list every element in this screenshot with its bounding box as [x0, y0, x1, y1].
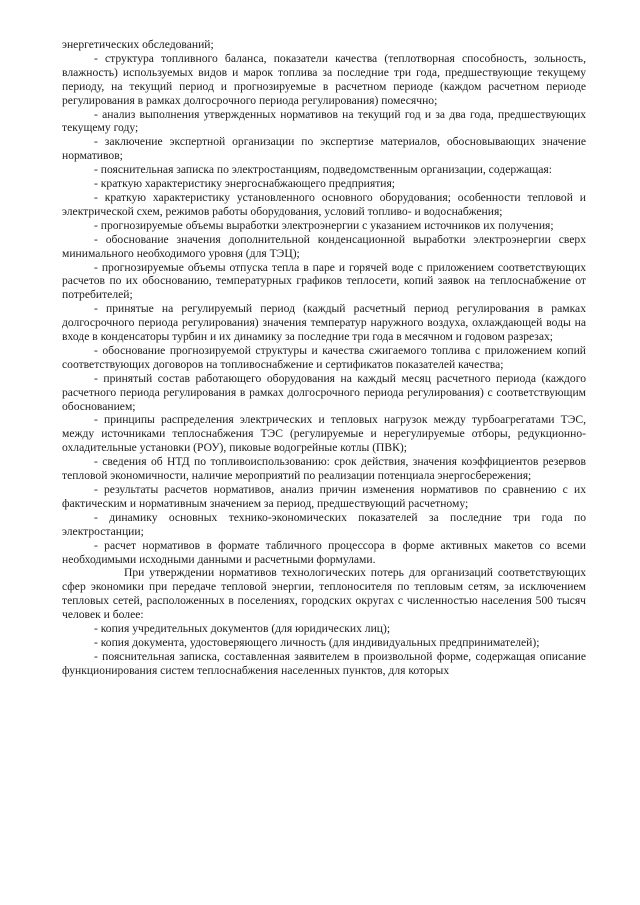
- paragraph-electricity-output: - прогнозируемые объемы выработки электроэнергии с указанием источников их получения;: [94, 218, 554, 232]
- paragraph-energy-surveys-tail: энергетических обследований;: [62, 38, 214, 51]
- paragraph-fuel-structure: - обоснование прогнозируемой структуры и качества сжигаемого топлива с приложением копий соответствующих договоров на топливоснабжение и сертификатов показателей качества;: [62, 343, 586, 371]
- paragraph-expert-conclusion: - заключение экспертной организации по экспертизе материалов, обосновывающих значение нормативов;: [62, 135, 586, 163]
- paragraph-explanatory-note: - пояснительная записка по электростанциям, подведомственным организации, содержащая:: [94, 163, 552, 177]
- paragraph-condensation-output: - обоснование значения дополнительной конденсационной выработки электроэнергии сверх минимального необходимого уровня (для ТЭЦ);: [62, 232, 586, 260]
- paragraph-load-distribution: - принципы распределения электрических и тепловых нагрузок между турбоагрегатами ТЭС, между источниками теплоснабжения ТЭС (регулируемые и нерегулируемые отборы, редукционно-охладительные установки (РОУ), пиковые водогрейные котлы (ПВК);: [62, 413, 586, 455]
- paragraph-founding-documents: - копия учредительных документов (для юридических лиц);: [94, 622, 391, 636]
- paragraph-calculation-results: - результаты расчетов нормативов, анализ причин изменения нормативов по сравнению с их фактическим и нормативным значением за период, предшествующий расчетному;: [62, 483, 586, 510]
- paragraph-spreadsheet-calculation: - расчет нормативов в формате табличного процессора в форме активных макетов со всеми необходимыми исходными данными и расчетными формулами.: [62, 538, 586, 566]
- paragraph-enterprise-characteristics: - краткую характеристику энергоснабжающего предприятия;: [94, 177, 396, 191]
- paragraph-indicator-dynamics: - динамику основных технико-экономических показателей за последние три года по электростанции;: [62, 510, 586, 538]
- paragraph-explanatory-note-applicant: - пояснительная записка, составленная заявителем в произвольной форме, содержащая описание функционирования систем теплоснабжения населенных пунктов, для которых: [62, 649, 586, 677]
- paragraph-heat-supply-volumes: - прогнозируемые объемы отпуска тепла в паре и горячей воде с приложением соответствующих расчетов по их обоснованию, температурных графиков теплосети, копий заявок на теплоснабжение от потребителей;: [62, 260, 586, 302]
- paragraph-temperatures: - принятые на регулируемый период (каждый расчетный период регулирования в рамках долгосрочного периода регулирования) значения температур наружного воздуха, охлаждающей воды на входе в конденсаторы турбин и их динамику за последние три года в месячном и годовом разрезах;: [62, 302, 586, 344]
- paragraph-identity-document: - копия документа, удостоверяющего личность (для индивидуальных предпринимателей);: [94, 635, 540, 649]
- paragraph-fuel-balance: - структура топливного баланса, показатели качества (теплотворная способность, зольность, влажность) используемых видов и марок топлива за последние три года, предшествующие текущему периоду, на текущий период и прогнозируемые в расчетном периоде (каждом расчетном периоде регулирования в рамках долгосрочного периода регулирования) помесячно;: [62, 51, 586, 107]
- document-page: [62, 38, 586, 678]
- paragraph-heat-losses-approval: При утверждении нормативов технологических потерь для организаций соответствующих сфер экономики при передаче тепловой энергии, теплоносителя по тепловым сетям, за исключением тепловых сетей, расположенных в поселениях, городских округах с численностью населения 500 тысяч человек и более:: [62, 566, 586, 622]
- paragraph-equipment-composition: - принятый состав работающего оборудования на каждый месяц расчетного периода (каждого расчетного периода регулирования в рамках долгосрочного периода регулирования) с соответствующим обоснованием;: [62, 371, 586, 413]
- paragraph-equipment-characteristics: - краткую характеристику установленного основного оборудования; особенности тепловой и электрической схем, режимов работы оборудования, условий топливо- и водоснабжения;: [62, 190, 586, 218]
- paragraph-ntd-info: - сведения об НТД по топливоиспользованию: срок действия, значения коэффициентов резервов тепловой экономичности, наличие мероприятий по реализации потенциала энергосбережения;: [62, 455, 586, 483]
- paragraph-norms-analysis: - анализ выполнения утвержденных нормативов на текущий год и за два года, предшествующих текущему году;: [62, 107, 586, 135]
